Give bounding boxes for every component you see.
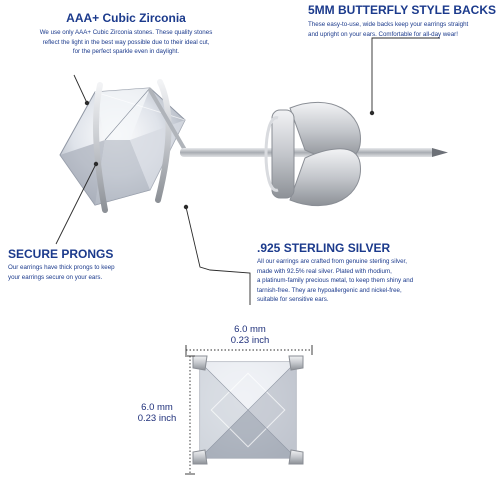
callout-line: suitable for sensitive ears. <box>257 296 329 304</box>
callout-sterling-silver-title: .925 STERLING SILVER <box>257 241 391 255</box>
width-inch-label: 0.23 inch <box>230 335 270 346</box>
callout-butterfly-backs <box>308 3 498 39</box>
callout-sterling-silver <box>257 241 477 305</box>
callout-secure-prongs-title: SECURE PRONGS <box>8 247 114 261</box>
top-view-stone <box>200 362 296 458</box>
callout-line: and upright on your ears. Comfortable for all-day wear! <box>308 30 458 38</box>
callout-secure-prongs-text <box>8 263 148 282</box>
callout-cubic-zirconia-title: AAA+ Cubic Zirconia <box>66 11 186 25</box>
callout-line: made with 92.5% real silver. Plated with rhodium, <box>257 267 392 275</box>
width-mm-label: 6.0 mm <box>234 324 266 335</box>
callout-line: Our earrings have thick prongs to keep <box>8 264 115 271</box>
height-dimension <box>126 402 188 424</box>
callout-line: your earrings secure on your ears. <box>8 273 103 281</box>
callout-line: for the perfect sparkle even in daylight. <box>72 48 180 56</box>
callout-butterfly-backs-title: 5MM BUTTERFLY STYLE BACKS <box>308 3 497 17</box>
width-dimension <box>210 324 290 346</box>
callout-line: reflect the light in the best way possible due to their ideal cut, <box>42 38 210 46</box>
callout-line: We use only AAA+ Cubic Zirconia stones. These quality stones <box>39 29 213 36</box>
callout-sterling-silver-text <box>257 257 477 305</box>
callout-secure-prongs <box>8 247 148 282</box>
callout-butterfly-backs-text <box>308 20 498 39</box>
callout-line: a platinum-family precious metal, to keep them shiny and <box>257 277 414 285</box>
callout-line: These easy-to-use, wide backs keep your earrings straight <box>308 21 469 28</box>
height-mm-label: 6.0 mm <box>141 402 173 413</box>
butterfly-back <box>266 102 360 205</box>
height-inch-label: 0.23 inch <box>137 413 177 424</box>
callout-cubic-zirconia-text <box>6 28 246 57</box>
callout-cubic-zirconia <box>6 11 246 57</box>
callout-line: All our earrings are crafted from genuine sterling silver, <box>257 258 407 265</box>
callout-line: tarnish-free. They are hypoallergenic and nickel-free, <box>257 286 402 294</box>
